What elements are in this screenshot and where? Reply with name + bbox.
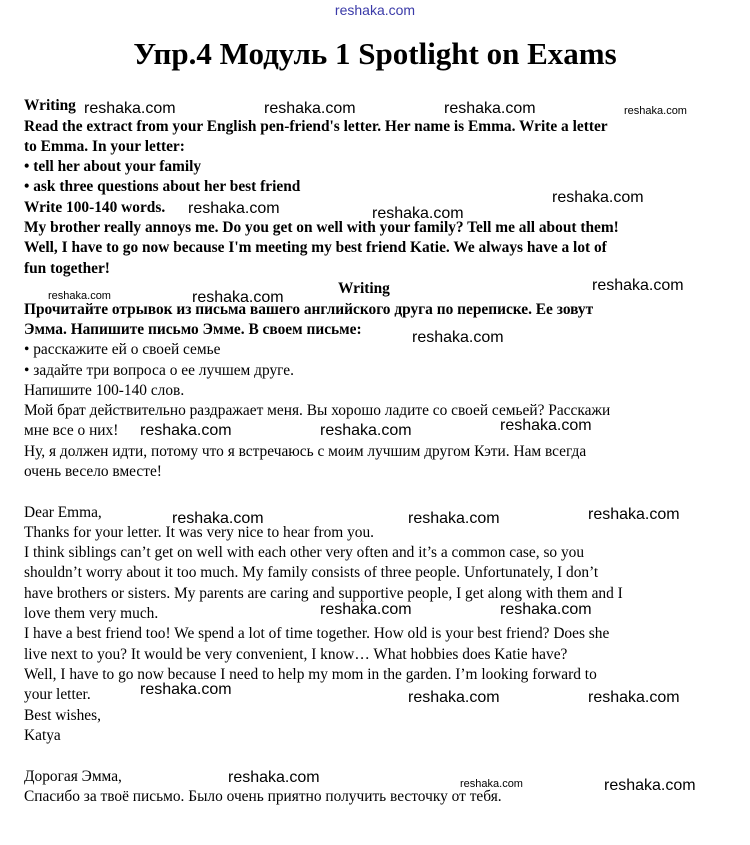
- watermark: reshaka.com: [460, 778, 523, 790]
- watermark: reshaka.com: [412, 329, 504, 346]
- letter-en-line: Well, I have to go now because I need to help my mom in the garden. I’m looking forward to: [24, 666, 597, 683]
- watermark: reshaka.com: [228, 769, 320, 786]
- letter-en-signature: Katya: [24, 727, 61, 744]
- task-ru-bullet: • задайте три вопроса о ее лучшем друге.: [24, 362, 294, 379]
- watermark: reshaka.com: [588, 689, 680, 706]
- task-ru-line: Эмма. Напишите письмо Эмме. В своем письме:: [24, 321, 362, 338]
- task-ru-extract: мне все о них!: [24, 422, 119, 439]
- letter-en-line: I have a best friend too! We spend a lot of time together. How old is your best friend? Does she: [24, 625, 610, 642]
- letter-en-line: Thanks for your letter. It was very nice to hear from you.: [24, 524, 375, 541]
- letter-en-line: love them very much.: [24, 605, 159, 622]
- watermark: reshaka.com: [372, 205, 464, 222]
- watermark: reshaka.com: [588, 506, 680, 523]
- task-en-line: Read the extract from your English pen-friend's letter. Her name is Emma. Write a letter: [24, 118, 608, 135]
- watermark: reshaka.com: [48, 290, 111, 302]
- task-en-bullet: • ask three questions about her best friend: [24, 178, 301, 195]
- watermark: reshaka.com: [192, 289, 284, 306]
- page-title: Упр.4 Модуль 1 Spotlight on Exams: [133, 36, 617, 71]
- task-en-line: Write 100-140 words.: [24, 199, 166, 216]
- task-en-bullet: • tell her about your family: [24, 158, 202, 175]
- watermark: reshaka.com: [444, 100, 536, 117]
- watermark: reshaka.com: [172, 510, 264, 527]
- watermark: reshaka.com: [500, 417, 592, 434]
- watermark: reshaka.com: [140, 422, 232, 439]
- task-ru-bullet: • расскажите ей о своей семье: [24, 341, 221, 358]
- watermark: reshaka.com: [320, 422, 412, 439]
- letter-en-line: live next to you? It would be very convenient, I know… What hobbies does Katie have?: [24, 646, 568, 663]
- task-ru-line: Напишите 100-140 слов.: [24, 382, 185, 399]
- task-en-line: to Emma. In your letter:: [24, 138, 185, 155]
- task-en-extract: Well, I have to go now because I'm meeting my best friend Katie. We always have a lot of: [24, 239, 607, 256]
- task-en-extract: My brother really annoys me. Do you get on well with your family? Tell me all about them!: [24, 219, 619, 236]
- letter-en-line: have brothers or sisters. My parents are caring and supportive people, I get along with them and I: [24, 585, 623, 602]
- watermark: reshaka.com: [188, 200, 280, 217]
- task-en-heading: Writing: [24, 97, 76, 114]
- task-ru-extract: Мой брат действительно раздражает меня. Вы хорошо ладите со своей семьей? Расскажи: [24, 402, 611, 419]
- site-header-link[interactable]: reshaka.com: [334, 2, 416, 18]
- watermark: reshaka.com: [408, 510, 500, 527]
- watermark: reshaka.com: [408, 689, 500, 706]
- task-ru-extract: очень весело вместе!: [24, 463, 162, 480]
- watermark: reshaka.com: [592, 277, 684, 294]
- watermark: reshaka.com: [84, 100, 176, 117]
- letter-en-line: your letter.: [24, 686, 91, 703]
- letter-ru-line: Спасибо за твоё письмо. Было очень приятно получить весточку от тебя.: [24, 788, 502, 805]
- task-ru-line: Прочитайте отрывок из письма вашего английского друга по переписке. Ее зовут: [24, 301, 594, 318]
- letter-en-line: shouldn’t worry about it too much. My family consists of three people. Unfortunately, I don’t: [24, 564, 599, 581]
- letter-en-closing: Best wishes,: [24, 707, 101, 724]
- letter-ru-greeting: Дорогая Эмма,: [24, 768, 122, 785]
- task-en-extract: fun together!: [24, 260, 110, 277]
- watermark: reshaka.com: [552, 189, 644, 206]
- watermark: reshaka.com: [140, 681, 232, 698]
- letter-en-line: I think siblings can’t get on well with each other very often and it’s a common case, so you: [24, 544, 585, 561]
- task-ru-extract: Ну, я должен идти, потому что я встречаюсь с моим лучшим другом Кэти. Нам всегда: [24, 443, 587, 460]
- letter-en-greeting: Dear Emma,: [24, 504, 102, 521]
- watermark: reshaka.com: [604, 777, 696, 794]
- task-ru-heading: Writing: [338, 280, 390, 297]
- watermark: reshaka.com: [500, 601, 592, 618]
- watermark: reshaka.com: [624, 105, 687, 117]
- watermark: reshaka.com: [264, 100, 356, 117]
- watermark: reshaka.com: [320, 601, 412, 618]
